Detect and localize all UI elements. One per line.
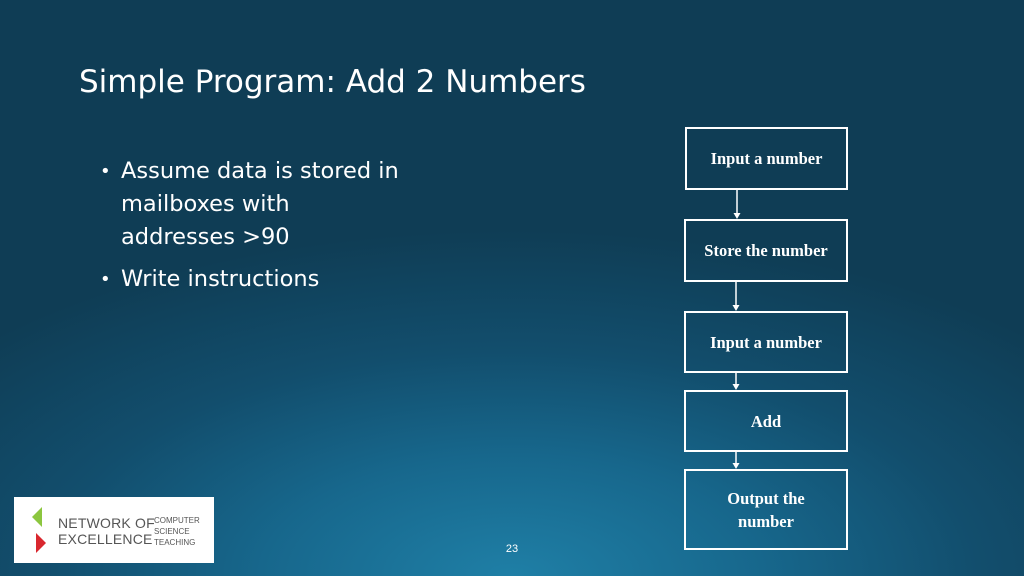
flow-step-add xyxy=(684,390,848,452)
logo-subline: COMPUTER xyxy=(154,516,200,525)
flow-arrow-down-icon xyxy=(730,282,742,311)
logo-subline: TEACHING xyxy=(154,538,196,547)
logo-subline: SCIENCE xyxy=(154,527,190,536)
page-number: 23 xyxy=(505,543,519,555)
bullet-text: Assume data is stored in mailboxes with addresses >90 xyxy=(121,158,399,250)
flow-step-input-second xyxy=(684,311,848,373)
network-of-excellence-logo xyxy=(14,497,214,563)
logo-arrows-icon xyxy=(30,507,52,553)
slide-title: Simple Program: Add 2 Numbers xyxy=(79,64,586,100)
flow-arrow-down-icon xyxy=(730,452,742,469)
bullet-item xyxy=(100,263,400,296)
logo-line: NETWORK OF xyxy=(58,515,155,531)
flow-step-input-first xyxy=(685,127,848,190)
flow-step-store xyxy=(684,219,848,282)
flow-step-label: Input a number xyxy=(710,149,823,168)
flow-arrow-down-icon xyxy=(730,373,742,390)
logo-line: EXCELLENCE xyxy=(58,531,153,547)
bullet-text: Write instructions xyxy=(121,266,320,292)
logo-text-main xyxy=(58,515,155,547)
flow-step-label: Store the number xyxy=(704,241,828,260)
flow-step-label: Output the number xyxy=(727,488,805,531)
bullet-item xyxy=(100,155,400,254)
flow-step-label: Add xyxy=(750,411,782,431)
bullet-dot-icon: • xyxy=(100,161,111,182)
logo-text-sub xyxy=(154,515,200,548)
bullet-list xyxy=(100,155,400,305)
flow-arrow-down-icon xyxy=(731,190,743,219)
flow-step-label: Input a number xyxy=(710,332,822,352)
bullet-dot-icon: • xyxy=(100,269,111,290)
flow-step-output xyxy=(684,469,848,550)
